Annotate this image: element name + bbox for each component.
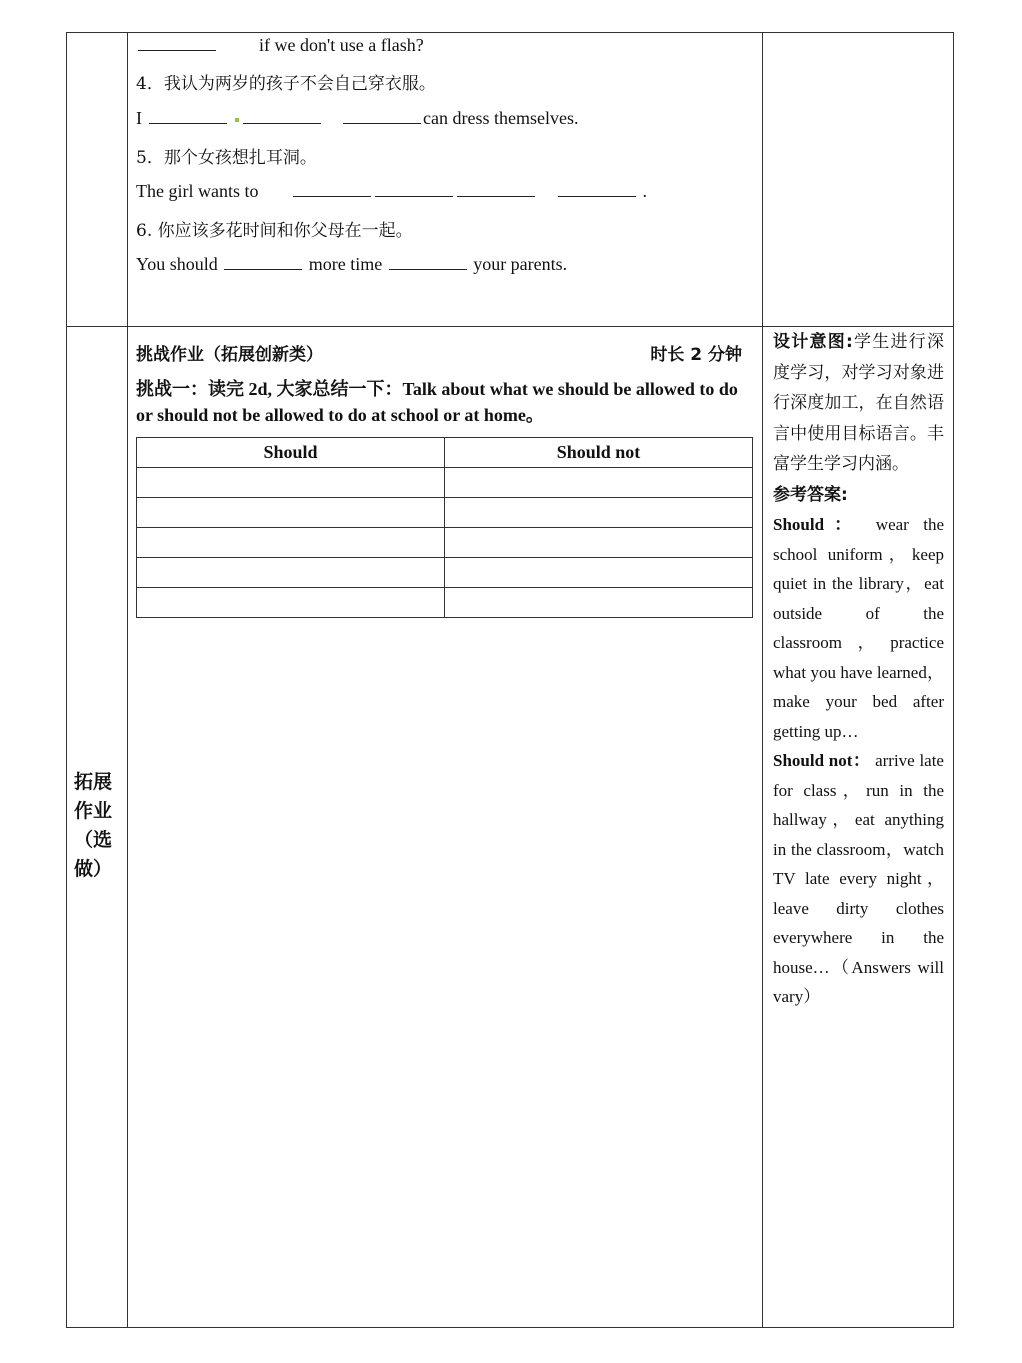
challenge-duration: 时长 2 分钟: [650, 345, 742, 365]
q6-en: [136, 253, 567, 275]
q4-en-end: can dress themselves.: [423, 108, 579, 128]
should-not-label: Should not：: [773, 751, 871, 770]
should-not-cell[interactable]: [445, 468, 753, 498]
table-row: [137, 468, 753, 498]
intent-text: 学生进行深度学习，对学习对象进行深度加工，在自然语言中使用目标语言。丰富学生学习内涵。: [773, 332, 944, 474]
q3-line: [136, 34, 424, 56]
q5-en-start: The girl wants to: [136, 181, 259, 201]
challenge-task: 挑战一：读完 2d, 大家总结一下：Talk about what we should be allowed to do or should not be allowed to do at school or at home。: [136, 379, 738, 425]
q5-cn: 5．那个女孩想扎耳洞。: [136, 148, 317, 168]
q6-en-c: your parents.: [473, 254, 568, 274]
should-not-header: Should not: [445, 438, 753, 468]
should-cell[interactable]: [137, 468, 445, 498]
label-cell-top: [67, 33, 128, 327]
q4-en-start: I: [136, 108, 142, 128]
q4-en: [136, 107, 578, 129]
q6-en-a: You should: [136, 254, 218, 274]
q6-cn: 6. 你应该多花时间和你父母在一起。: [136, 221, 413, 241]
should-not-cell[interactable]: [445, 498, 753, 528]
should-cell[interactable]: [137, 528, 445, 558]
should-table: [136, 437, 753, 618]
should-cell[interactable]: [137, 558, 445, 588]
section-label: 拓展作业（选做）: [74, 771, 113, 880]
challenge-header: [136, 340, 742, 365]
should-cell[interactable]: [137, 588, 445, 618]
answer-label: 参考答案:: [773, 484, 848, 505]
note-cell-top: [763, 33, 954, 327]
should-not-cell[interactable]: [445, 528, 753, 558]
table-row: [137, 498, 753, 528]
should-not-cell[interactable]: [445, 558, 753, 588]
intent-label: 设计意图:: [773, 332, 853, 352]
table-row: [137, 528, 753, 558]
design-note: [773, 327, 944, 1012]
should-header: Should: [137, 438, 445, 468]
table-row: [137, 558, 753, 588]
q3-text: if we don't use a flash?: [259, 35, 424, 55]
should-label: Should：: [773, 515, 862, 534]
q4-cn: 4．我认为两岁的孩子不会自己穿衣服。: [136, 74, 436, 94]
q6-en-b: more time: [308, 254, 383, 274]
should-cell[interactable]: [137, 498, 445, 528]
stray-mark: [235, 118, 239, 122]
should-not-text: arrive late for class，run in the hallway，eat anything in the classroom，watch TV late every night，leave dirty clothes everywhere in the house…（Answers will vary）: [773, 751, 944, 1006]
challenge-title: 挑战作业（拓展创新类）: [136, 345, 323, 365]
q5-en-end: .: [642, 181, 647, 201]
q5-en: [136, 180, 647, 202]
table-row: [137, 588, 753, 618]
should-not-cell[interactable]: [445, 588, 753, 618]
should-text: wear the school uniform，keep quiet in the library，eat outside of the classroom，practice what you have learned，make your bed after getting up…: [773, 515, 945, 741]
